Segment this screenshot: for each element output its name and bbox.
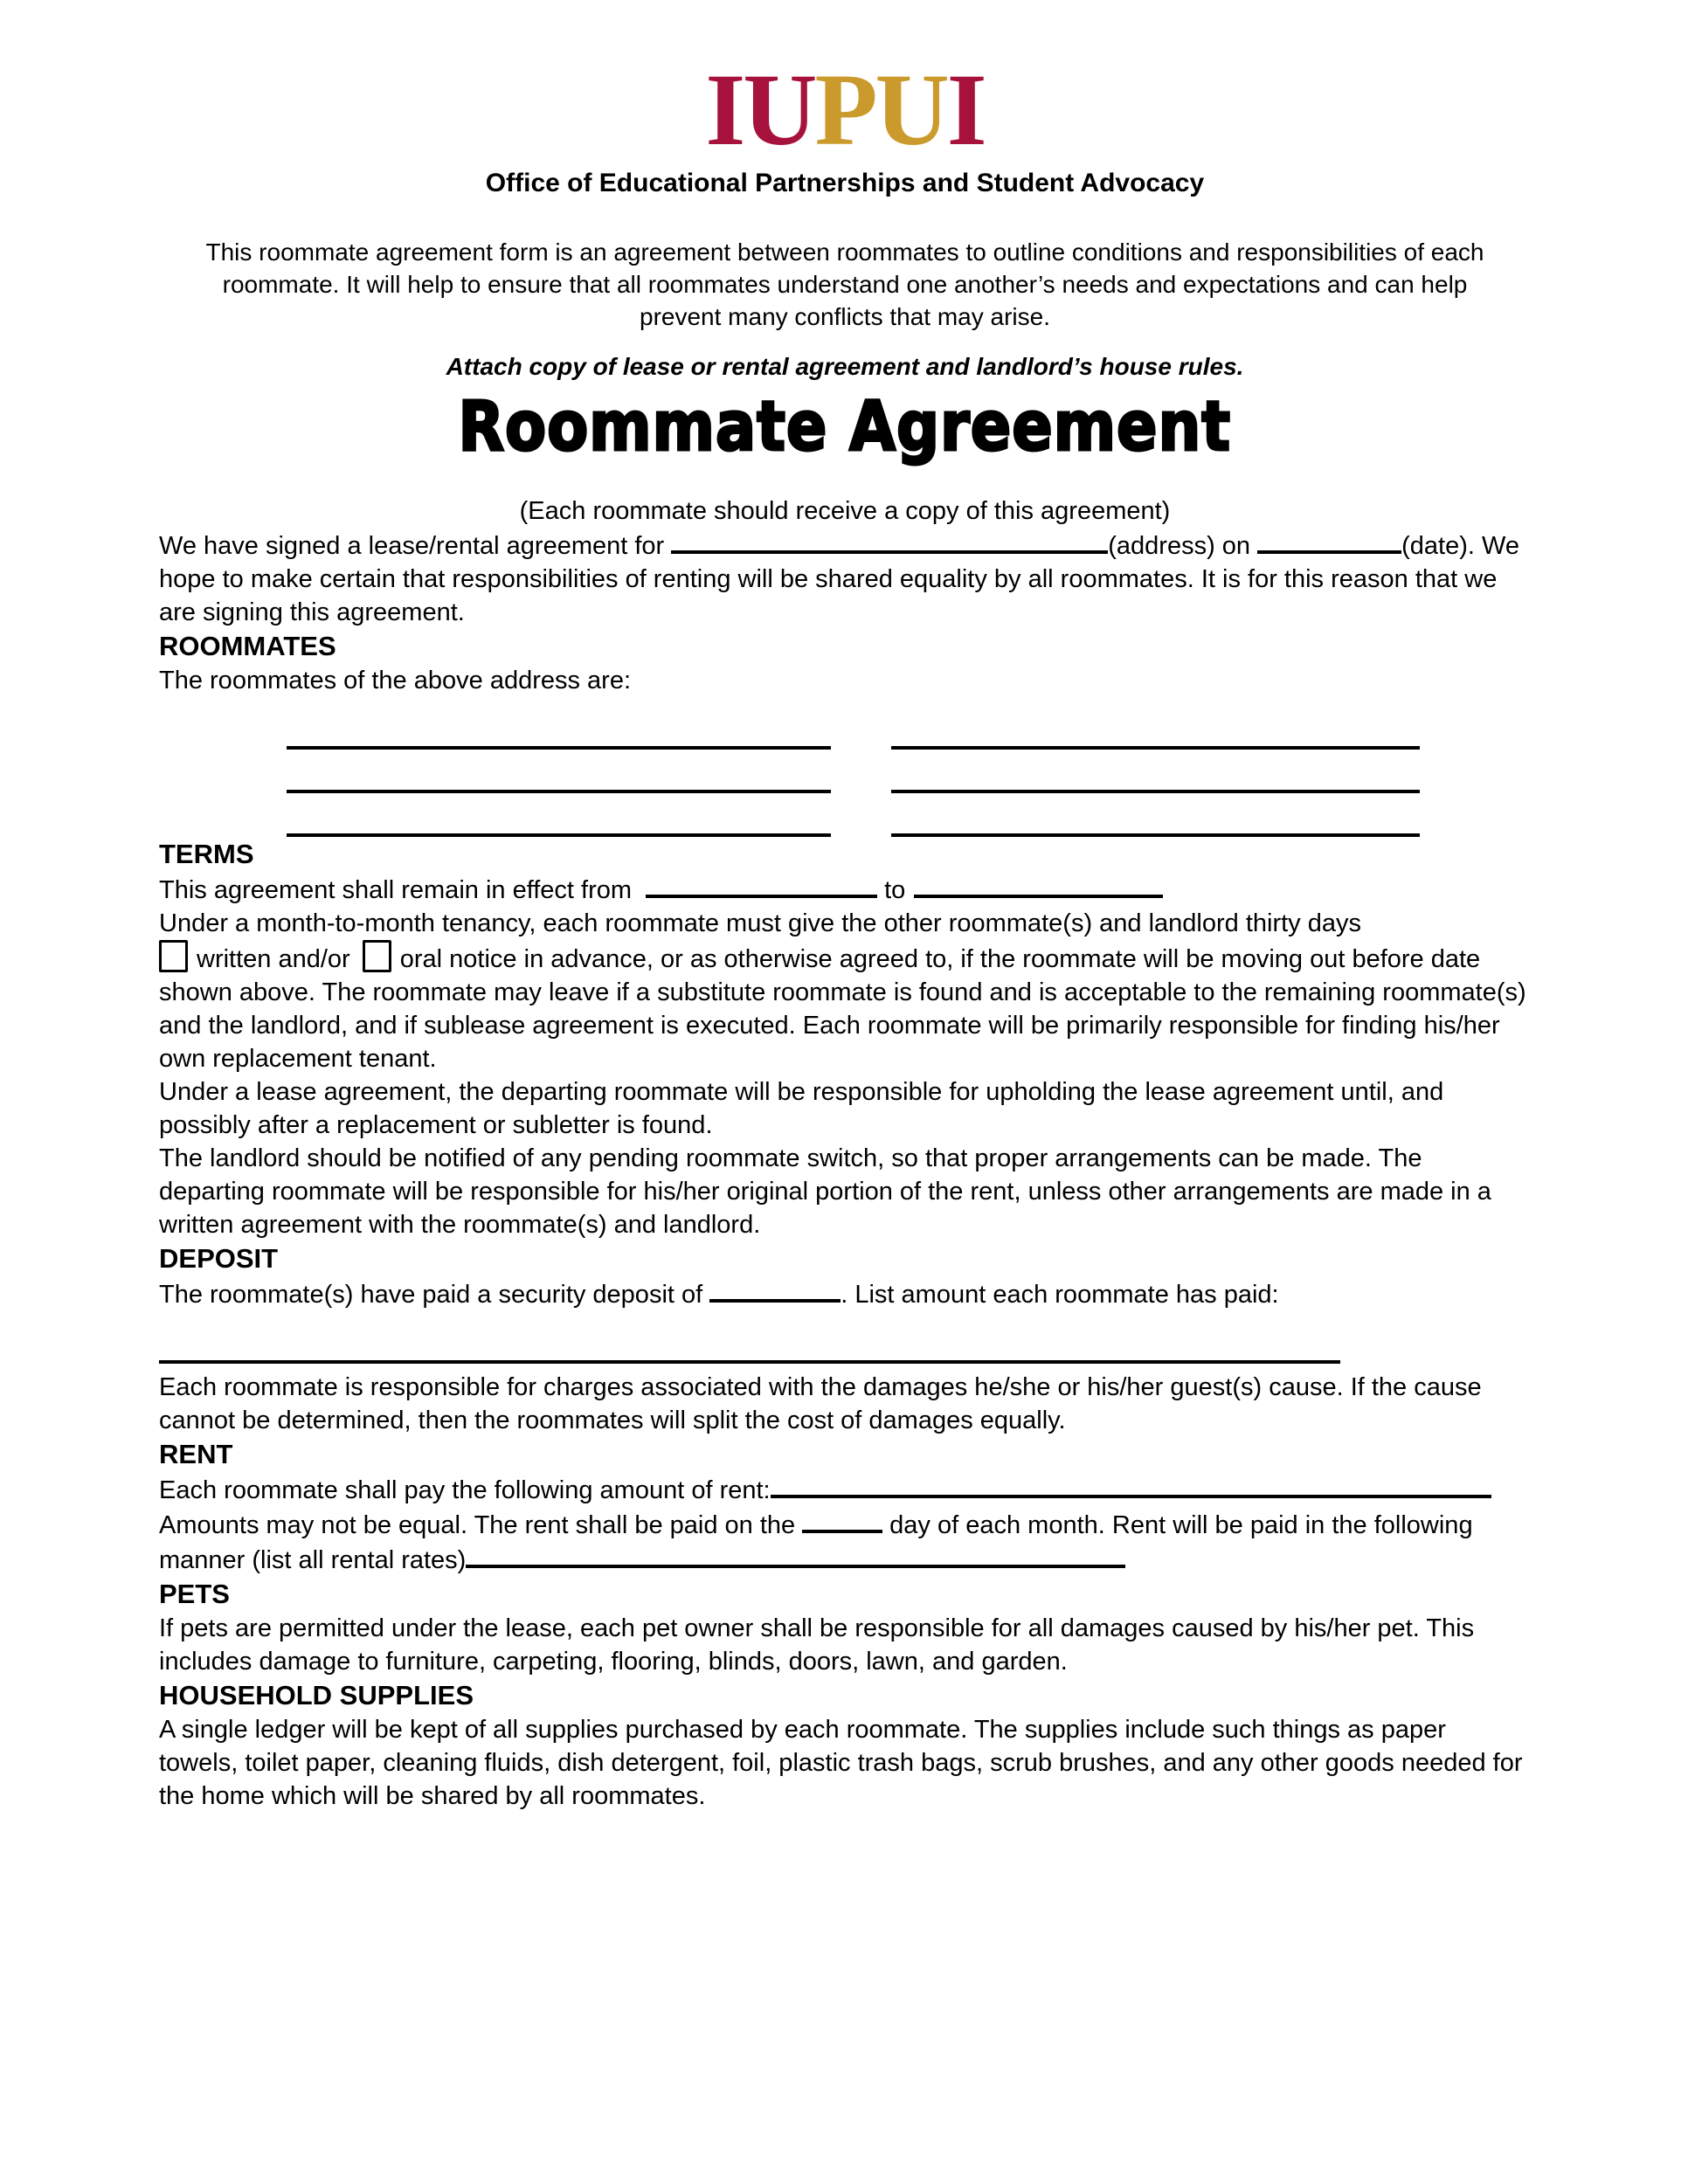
deposit-damages-paragraph: Each roommate is responsible for charges associated with the damages he/she or his/her guest(s) cause. If the cause cannot be determined, then the roommates will split the cost of damages equally. (159, 1373, 1482, 1434)
rent-line3-pre: manner (list all rental rates) (159, 1546, 467, 1574)
terms-notice-paragraph (159, 907, 1531, 1075)
section-heading-roommates: ROOMMATES (159, 631, 336, 661)
deposit-amount-blank[interactable] (709, 1276, 841, 1303)
roommate-name-blank[interactable] (287, 793, 831, 837)
rent-amount-blank[interactable] (771, 1472, 1491, 1498)
rent-line2-mid: day of each month. Rent will be paid in the following (889, 1511, 1473, 1539)
roommate-name-blank[interactable] (891, 706, 1420, 750)
roommate-name-blank[interactable] (287, 706, 831, 750)
date-blank[interactable] (1257, 528, 1401, 554)
term-start-date-blank[interactable] (646, 872, 877, 898)
section-heading-deposit: DEPOSIT (159, 1243, 279, 1274)
rent-paragraph (159, 1472, 1531, 1577)
section-heading-terms: TERMS (159, 839, 254, 869)
roommate-name-blank[interactable] (891, 793, 1420, 837)
rent-line2-pre: Amounts may not be equal. The rent shall be paid on the (159, 1511, 796, 1539)
iupui-logo (159, 54, 1531, 166)
address-blank[interactable] (671, 528, 1108, 554)
written-notice-checkbox[interactable] (159, 940, 188, 972)
household-supplies-paragraph: A single ledger will be kept of all supplies purchased by each roommate. The supplies include such things as paper towels, toilet paper, cleaning fluids, dish detergent, foil, plastic trash bags, scrub brushes, and any other goods needed for the home which will be shared by all roommates. (159, 1716, 1523, 1810)
lease-line-mid: (address) on (1108, 532, 1251, 560)
iupui-logo-part: PU (814, 52, 947, 167)
roommate-name-grid (287, 706, 1531, 837)
oral-notice-text: oral notice in advance, or as otherwise agreed to, if the roommate will be moving out before date shown above. The roommate may leave if a substitute roommate is found and is acceptable to the remaining roommate(s) and the landlord, and if sublease agreement is executed. Each roommate will be primarily responsible for finding his/her own replacement tenant. (159, 945, 1526, 1073)
iupui-logo-part: IU (705, 52, 815, 167)
lease-rest: We hope to make certain that responsibilities of renting will be shared equality by all roommates. It is for this reason that we are signing this agreement. (159, 532, 1520, 626)
attach-note: Attach copy of lease or rental agreement and landlord’s house rules. (446, 353, 1244, 380)
rent-line1-pre: Each roommate shall pay the following amount of rent: (159, 1476, 771, 1504)
section-heading-rent: RENT (159, 1439, 233, 1469)
section-heading-household-supplies: HOUSEHOLD SUPPLIES (159, 1680, 474, 1711)
intro-paragraph: This roommate agreement form is an agreement between roommates to outline conditions and responsibilities of each roommate. It will help to ensure that all roommates understand one another’s needs and expectations and can help prevent many conflicts that may arise. (205, 238, 1484, 330)
terms-lease-paragraph: Under a lease agreement, the departing roommate will be responsible for upholding the lease agreement until, and possibly after a replacement or subletter is found. (159, 1078, 1444, 1139)
terms-effect-mid: to (884, 876, 906, 904)
deposit-line-post: . List amount each roommate has paid: (841, 1281, 1279, 1309)
lease-paragraph (159, 528, 1531, 629)
deposit-line (159, 1276, 1531, 1364)
pets-paragraph: If pets are permitted under the lease, each pet owner shall be responsible for all damages caused by his/her pet. This includes damage to furniture, carpeting, flooring, blinds, doors, lawn, and garden. (159, 1614, 1475, 1676)
oral-notice-checkbox[interactable] (363, 940, 391, 972)
rent-day-blank[interactable] (802, 1507, 882, 1533)
deposit-amounts-line-blank[interactable] (159, 1337, 1340, 1364)
lease-line-post: (date). (1401, 532, 1475, 560)
term-end-date-blank[interactable] (914, 872, 1163, 898)
terms-landlord-paragraph: The landlord should be notified of any pending roommate switch, so that proper arrangements can be made. The departing roommate will be responsible for his/her original portion of the rent, unless other arrangements are made in a written agreement with the roommate(s) and landlord. (159, 1144, 1491, 1239)
rent-manner-blank[interactable] (466, 1542, 1125, 1568)
roommate-name-blank[interactable] (891, 750, 1420, 793)
deposit-line-pre: The roommate(s) have paid a security deposit of (159, 1281, 703, 1309)
roommate-name-blank[interactable] (287, 750, 831, 793)
office-subtitle: Office of Educational Partnerships and Student Advocacy (485, 169, 1205, 197)
written-notice-label: written and/or (197, 945, 350, 973)
section-heading-pets: PETS (159, 1579, 230, 1609)
terms-notice-line1: Under a month-to-month tenancy, each roommate must give the other roommate(s) and landlord thirty days (159, 909, 1361, 937)
terms-effect-line (159, 872, 1531, 907)
lease-line-pre: We have signed a lease/rental agreement for (159, 532, 665, 560)
iupui-logo-part: I (946, 52, 985, 167)
title-note: (Each roommate should receive a copy of this agreement) (519, 497, 1171, 525)
terms-effect-pre: This agreement shall remain in effect from (159, 876, 633, 904)
roommates-lead: The roommates of the above address are: (159, 667, 632, 695)
page-title: Roommate Agreement (458, 388, 1232, 467)
